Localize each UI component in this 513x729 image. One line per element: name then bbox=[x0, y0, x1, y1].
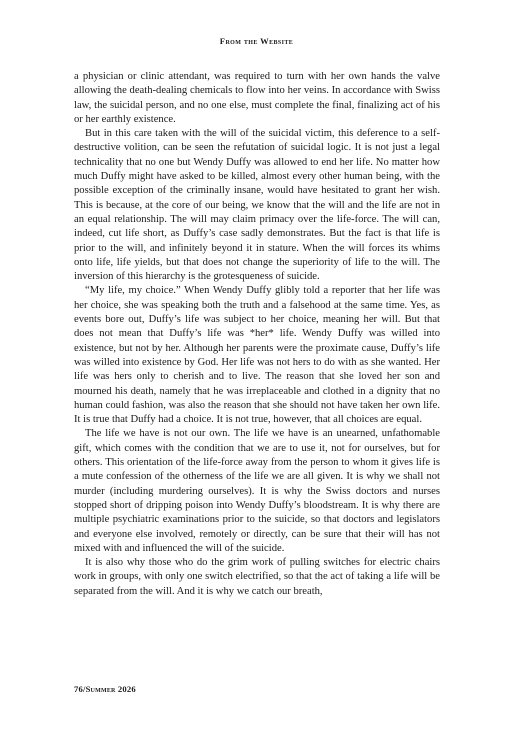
paragraph: But in this care taken with the will of the suicidal victim, this deference to a self-destructive volition, can be seen the refutation of suicidal logic. It is not just a legal technicality that no one but Wendy Duffy was allowed to end her life. No matter how much Duffy might have asked to be killed, almost every other human being, with the possible exception of the criminally insane, would have hesitated to grant her wish. This is because, at the core of our being, we know that the will and the life are not in an equal relationship. The will may claim primacy over the life-force. The will can, indeed, cut life short, as Duffy’s case sadly demonstrates. But the fact is that life is prior to the will, and infinitely beyond it in stature. When the will forces its whims onto life, life yields, but that does not change the superiority of life to the will. The inversion of this hierarchy is the grotesqueness of suicide. bbox=[74, 128, 440, 283]
running-head: From the Website bbox=[219, 36, 294, 46]
paragraph: a physician or clinic attendant, was required to turn with her own hands the valve allowing the death-dealing chemicals to flow into her veins. In accordance with Swiss law, the suicidal person, and no one else, must complete the final, finalizing act of his or her earthly existence. bbox=[74, 71, 440, 125]
body-text bbox=[74, 70, 440, 599]
paragraph: The life we have is not our own. The life we have is an unearned, unfathomable gift, which comes with the condition that we are to use it, not for ourselves, but for others. This orientation of the life-force away from the person to whom it gives life is a mute confession of the otherness of the life we are all given. It is why we shall not murder (including murdering ourselves). It is why the Swiss doctors and nurses stopped short of dripping poison into Wendy Duffy’s bloodstream. It is why there are multiple psychiatric examinations prior to the suicide, so that doctors and legislators and everyone else involved, remotely or directly, can be sure that their will has not mixed with and influenced the will of the suicide. bbox=[74, 428, 440, 554]
page-folio: 76/Summer 2026 bbox=[74, 684, 136, 694]
paragraph: “My life, my choice.” When Wendy Duffy glibly told a reporter that her life was her choice, she was speaking both the truth and a falsehood at the same time. Yes, as events bore out, Duffy’s life was subject to her choice, meaning her will. But that does not mean that Duffy’s life was *her* life. Wendy Duffy was willed into existence, but not by her. Although her parents were the proximate cause, Duffy’s life was willed into existence by God. Her life was not hers to do with as she wanted. Her life was hers only to cherish and to live. The reason that she loved her son and mourned his death, namely that he was irreplaceable and clothed in a dignity that no human could fashion, was also the reason that she should not have taken her own life. It is true that Duffy had a choice. It is not true, however, that all choices are equal. bbox=[74, 285, 440, 426]
paragraph: It is also why those who do the grim work of pulling switches for electric chairs work in groups, with only one switch electrified, so that the act of taking a life will be separated from the will. And it is why we catch our breath, bbox=[74, 557, 440, 597]
